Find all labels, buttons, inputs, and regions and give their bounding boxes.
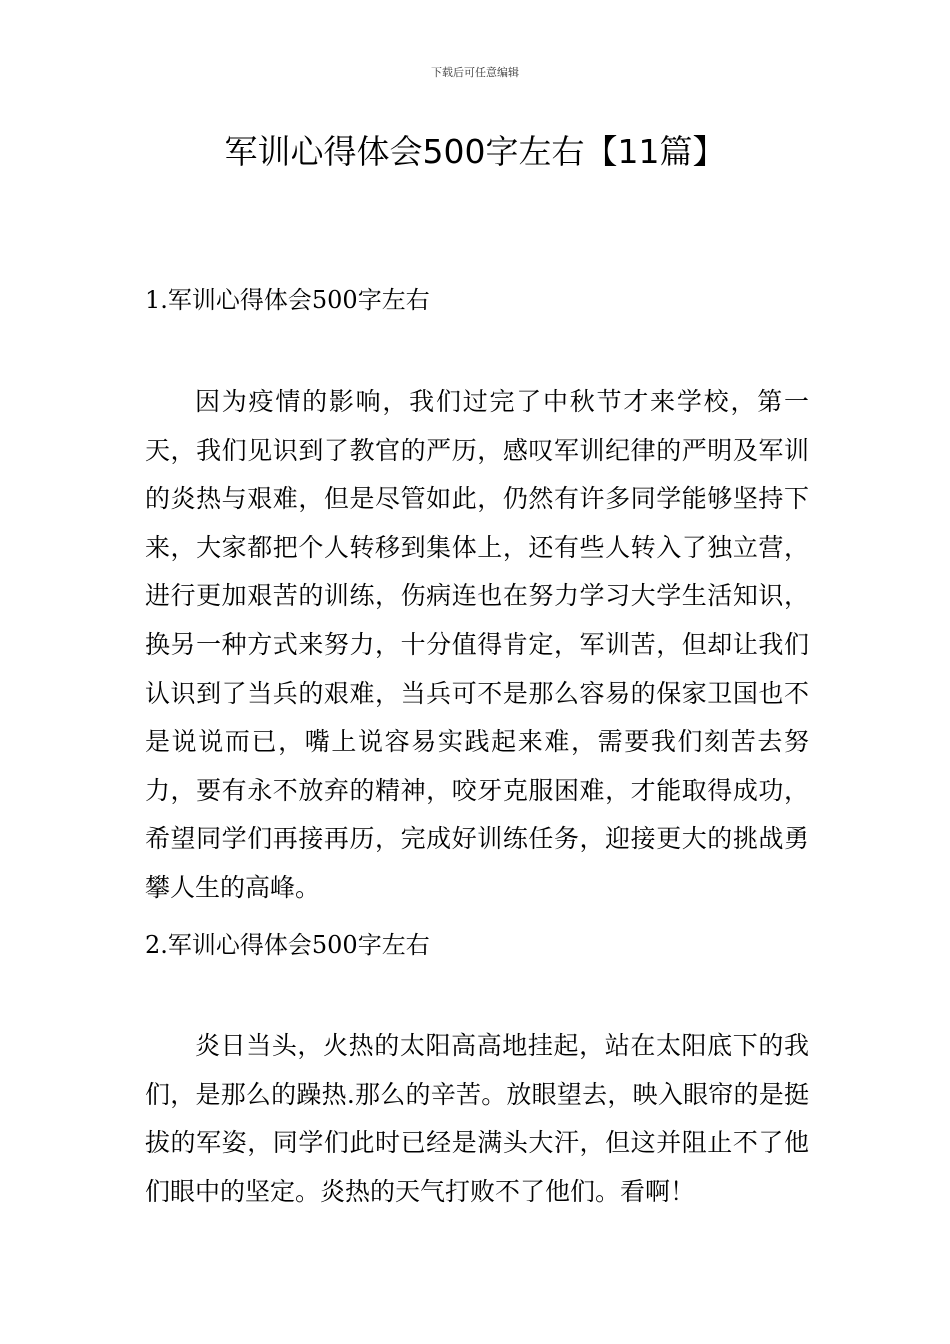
section-heading-2: 2.军训心得体会500字左右: [145, 931, 430, 959]
section-paragraph-2: 炎日当头，火热的太阳高高地挂起，站在太阳底下的我们，是那么的躁热.那么的辛苦。放眼望去，映入眼帘的是挺拔的军姿，同学们此时已经是满头大汗，但这并阻止不了他们眼中的坚定。炎热的天气打败不了他们。看啊！: [145, 1031, 809, 1206]
header-note: 下载后可任意编辑: [431, 66, 519, 79]
document-title: 军训心得体会500字左右【11篇】: [224, 132, 726, 171]
section-heading-1: 1.军训心得体会500字左右: [145, 286, 430, 314]
section-paragraph-1: 因为疫情的影响，我们过完了中秋节才来学校，第一天，我们见识到了教官的严历，感叹军训纪律的严明及军训的炎热与艰难，但是尽管如此，仍然有许多同学能够坚持下来，大家都把个人转移到集体上，还有些人转入了独立营，进行更加艰苦的训练，伤病连也在努力学习大学生活知识，换另一种方式来努力，十分值得肯定，军训苦，但却让我们认识到了当兵的艰难，当兵可不是那么容易的保家卫国也不是说说而已，嘴上说容易实践起来难，需要我们刻苦去努力，要有永不放弃的精神，咬牙克服困难，才能取得成功，希望同学们再接再历，完成好训练任务，迎接更大的挑战勇攀人生的高峰。: [145, 387, 809, 902]
